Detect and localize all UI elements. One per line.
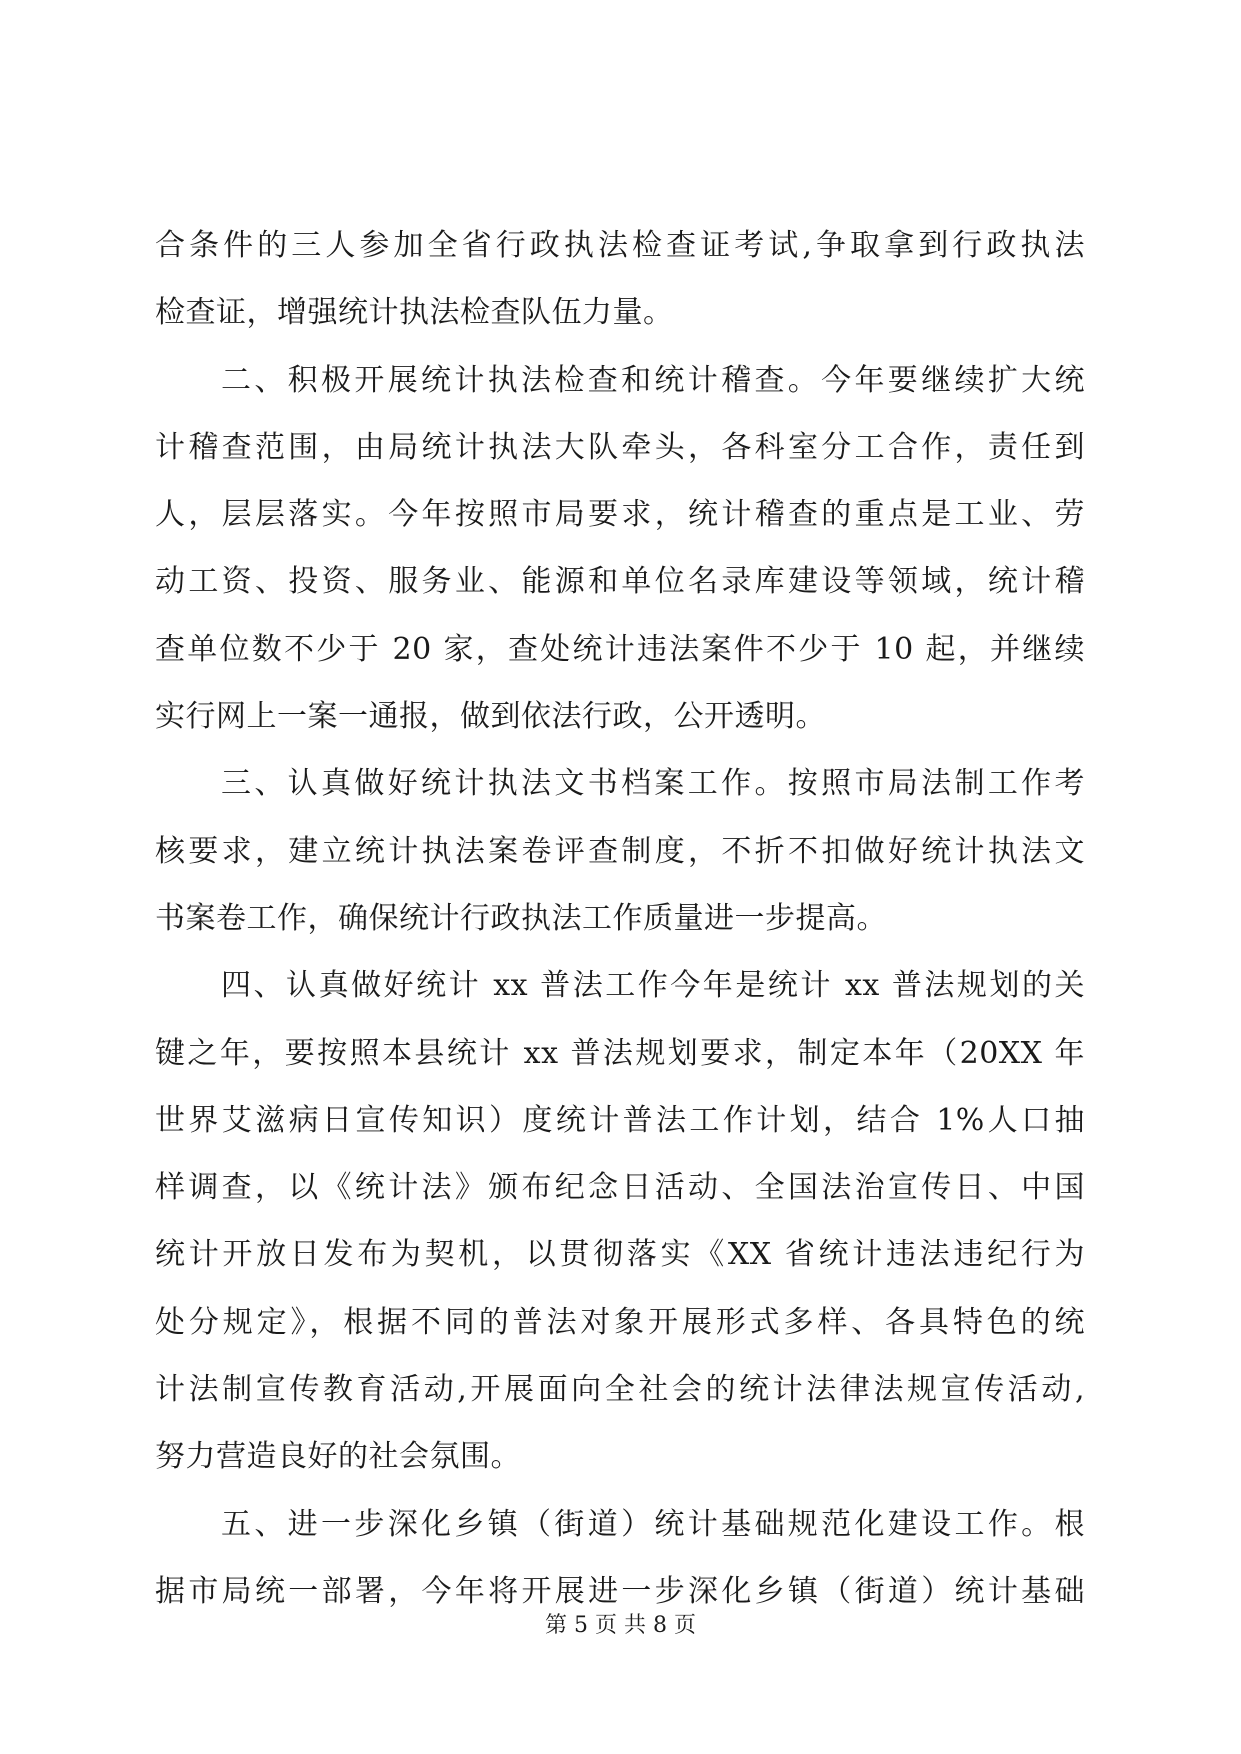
- page-number-footer: 第 5 页 共 8 页: [545, 1613, 696, 1638]
- text-line: 据市局统一部署，今年将开展进一步深化乡镇（街道）统计基础: [155, 1573, 1085, 1609]
- text-line: 计法制宣传教育活动,开展面向全社会的统计法律法规宣传活动,: [155, 1372, 1085, 1408]
- text-line: 统计开放日发布为契机，以贯彻落实《XX 省统计违法违纪行为: [155, 1237, 1085, 1273]
- text-line: 合条件的三人参加全省行政执法检查证考试,争取拿到行政执法: [155, 228, 1085, 263]
- text-line: 检查证，增强统计执法检查队伍力量。: [155, 295, 674, 331]
- text-line: 处分规定》，根据不同的普法对象开展形式多样、各具特色的统: [155, 1304, 1085, 1340]
- paragraph-first-line: 四、认真做好统计 xx 普法工作今年是统计 xx 普法规划的关: [221, 968, 1085, 1004]
- text-line: 样调查，以《统计法》颁布纪念日活动、全国法治宣传日、中国: [155, 1170, 1085, 1206]
- paragraph-first-line: 五、进一步深化乡镇（街道）统计基础规范化建设工作。根: [221, 1506, 1085, 1542]
- text-line: 计稽查范围，由局统计执法大队牵头，各科室分工合作，责任到: [155, 429, 1085, 465]
- text-line: 人，层层落实。今年按照市局要求，统计稽查的重点是工业、劳: [155, 497, 1085, 533]
- text-line: 键之年，要按照本县统计 xx 普法规划要求，制定本年（20XX 年: [155, 1035, 1085, 1071]
- paragraph-first-line: 二、积极开展统计执法检查和统计稽查。今年要继续扩大统: [221, 362, 1085, 398]
- text-line: 动工资、投资、服务业、能源和单位名录库建设等领域，统计稽: [155, 564, 1085, 600]
- document-body: [155, 226, 1085, 1639]
- paragraph-first-line: 三、认真做好统计执法文书档案工作。按照市局法制工作考: [221, 766, 1085, 802]
- text-line: 核要求，建立统计执法案卷评查制度，不折不扣做好统计执法文: [155, 833, 1085, 869]
- text-line: 实行网上一案一通报，做到依法行政，公开透明。: [155, 699, 826, 735]
- text-line: 查单位数不少于 20 家，查处统计违法案件不少于 10 起，并继续: [155, 631, 1085, 667]
- text-line: 书案卷工作，确保统计行政执法工作质量进一步提高。: [155, 900, 887, 936]
- text-line: 努力营造良好的社会氛围。: [155, 1439, 521, 1475]
- text-line: 世界艾滋病日宣传知识）度统计普法工作计划，结合 1%人口抽: [155, 1102, 1085, 1138]
